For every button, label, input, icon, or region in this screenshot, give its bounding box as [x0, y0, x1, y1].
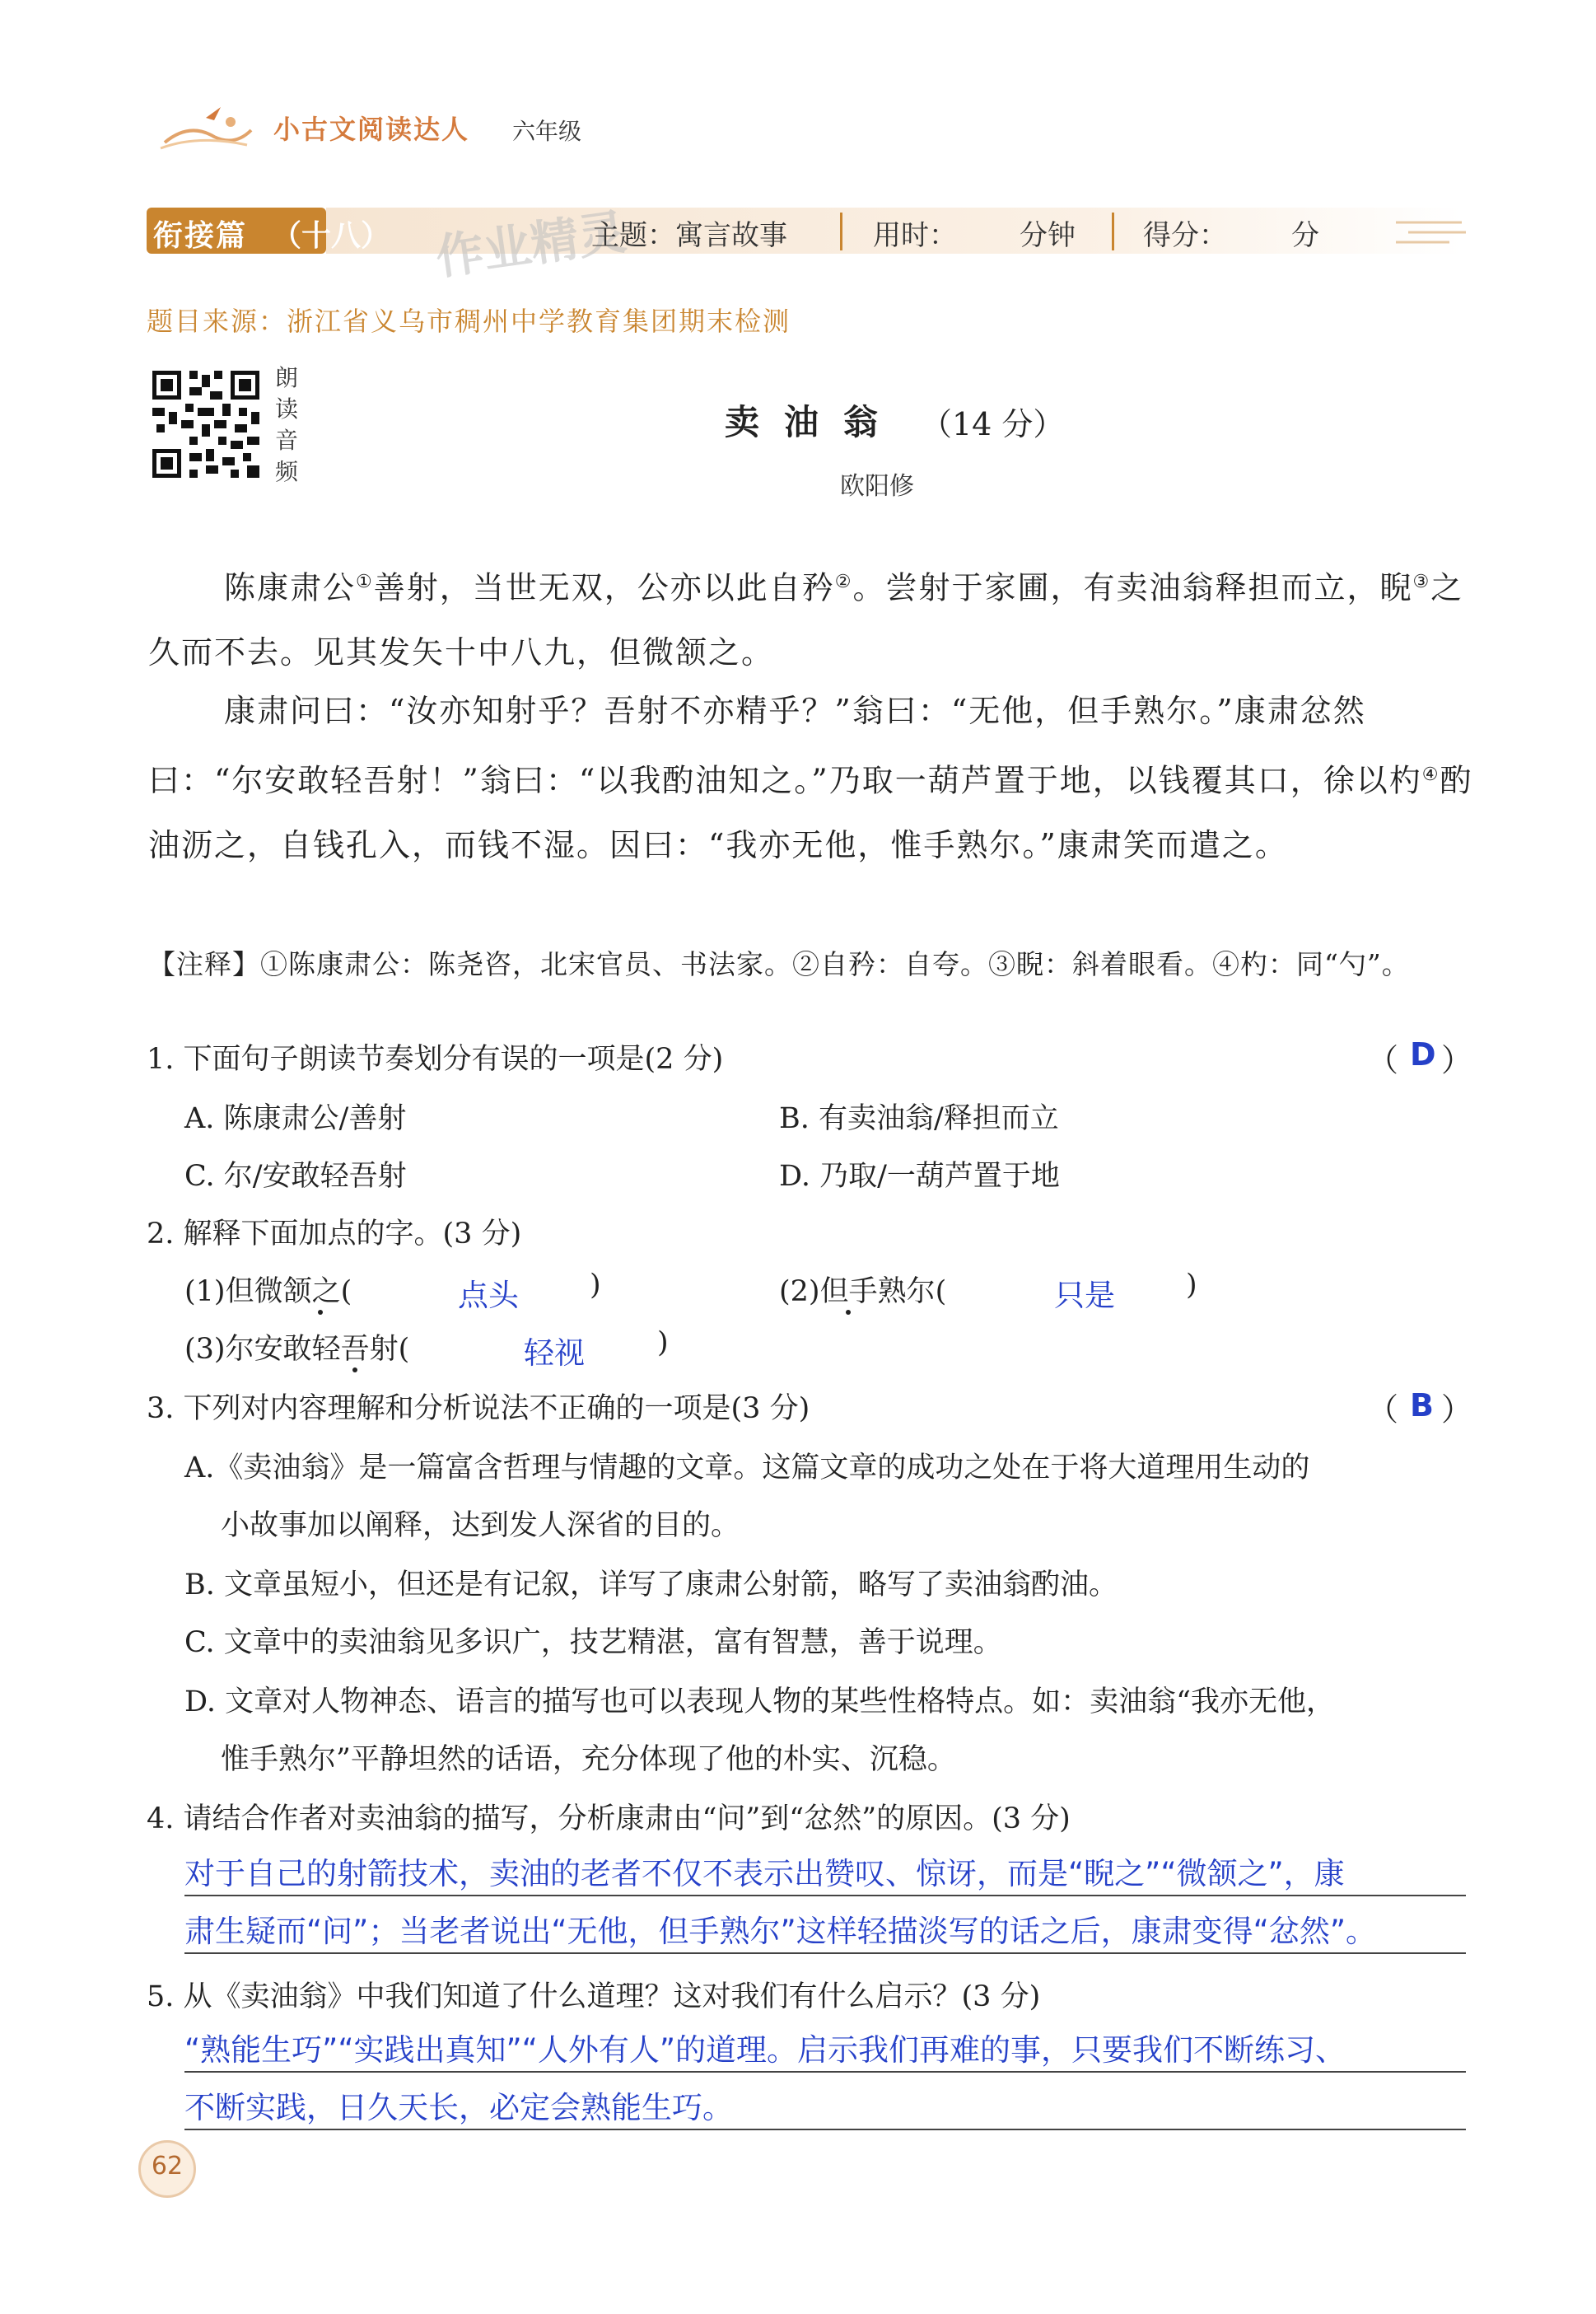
q5-stem: 5. 从《卖油翁》中我们知道了什么道理？这对我们有什么启示？(3 分)	[147, 1980, 1041, 2013]
q2-close-2: )	[1186, 1269, 1197, 1302]
q3-option-a-line2: 小故事加以阐释，达到发人深省的目的。	[221, 1509, 740, 1542]
q2-stem: 2. 解释下面加点的字。(3 分)	[147, 1218, 522, 1250]
q5-answer-line-1[interactable]: “熟能生巧”“实践出真知”“人外有人”的道理。启示我们再难的事，只要我们不断练习、	[184, 2032, 1346, 2068]
answer-underline	[184, 1952, 1466, 1954]
q1-paren-close: ）	[1441, 1042, 1473, 1078]
emphasis-dot	[318, 1310, 323, 1315]
q4-answer-line-2[interactable]: 肃生疑而“问”；当老者说出“无他，但手熟尔”这样轻描淡写的话之后，康肃变得“忿然”。	[184, 1914, 1377, 1949]
q3-stem: 3. 下列对内容理解和分析说法不正确的一项是(3 分)	[147, 1392, 810, 1425]
q3-option-b: B. 文章虽短小，但还是有记叙，详写了康肃公射箭，略写了卖油翁酌油。	[184, 1568, 1118, 1601]
decorative-lines-icon	[1392, 216, 1466, 249]
q4-answer-line-1[interactable]: 对于自己的射箭技术，卖油的老者不仅不表示出赞叹、惊讶，而是“睨之”“微颔之”，康	[184, 1856, 1345, 1891]
watermark: 作业精灵	[432, 203, 630, 286]
section-theme: 主题：寓言故事	[591, 219, 787, 252]
q3-paren-open: （	[1367, 1391, 1399, 1428]
grade-label: 六年级	[512, 118, 582, 145]
book-logo-icon	[156, 97, 255, 155]
q1-option-a: A. 陈康肃公/善射	[184, 1102, 407, 1135]
score-unit: 分	[1291, 219, 1319, 252]
q5-answer-line-2[interactable]: 不断实践，日久天长，必定会熟能生巧。	[184, 2090, 733, 2125]
q3-answer[interactable]: B	[1410, 1387, 1434, 1423]
qr-code-icon[interactable]	[148, 367, 264, 482]
divider	[1112, 213, 1114, 250]
passage-author: 欧阳修	[840, 472, 914, 501]
q3-option-d-line2: 惟手熟尔”平静坦然的话语，充分体现了他的朴实、沉稳。	[221, 1743, 956, 1776]
question-source: 题目来源：浙江省义乌市稠州中学教育集团期末检测	[147, 306, 791, 337]
q1-option-c: C. 尔/安敢轻吾射	[184, 1160, 407, 1193]
passage-title: 卖油翁	[725, 402, 903, 442]
page-number: 62	[151, 2152, 184, 2181]
divider	[840, 213, 842, 250]
q1-paren-open: （	[1367, 1042, 1399, 1078]
annotation-note: 【注释】①陈康肃公：陈尧咨，北宋官员、书法家。②自矜：自夸。③睨：斜着眼看。④杓：同“勺”。	[148, 948, 1410, 980]
q3-option-d-line1: D. 文章对人物神态、语言的描写也可以表现人物的某些性格特点。如：卖油翁“我亦无他，	[184, 1685, 1335, 1718]
q2-close-1: )	[590, 1269, 601, 1302]
q2-answer-1[interactable]: 点头	[458, 1278, 519, 1313]
q1-option-d: D. 乃取/一葫芦置于地	[779, 1160, 1060, 1193]
audio-label: 朗读音频	[275, 364, 299, 485]
q2-item-3: (3)尔安敢轻吾射(	[184, 1333, 410, 1366]
section-name: 衔接篇	[153, 218, 248, 253]
q2-close-3: )	[657, 1326, 669, 1359]
score-label: 得分：	[1143, 219, 1227, 252]
q1-stem: 1. 下面句子朗读节奏划分有误的一项是(2 分)	[147, 1043, 724, 1076]
passage-paragraph-1: 陈康肃公①善射，当世无双，公亦以此自矜②。尝射于家圃，有卖油翁释担而立，睨③之久而不去。见其发矢十中八九，但微颔之。	[148, 569, 1464, 671]
section-number: （十八）	[272, 218, 391, 253]
answer-underline	[184, 2129, 1466, 2130]
q2-item-2: (2)但手熟尔(	[779, 1275, 947, 1308]
passage-score: （14 分）	[921, 406, 1065, 442]
emphasis-dot	[846, 1310, 851, 1315]
q3-option-a-line1: A.《卖油翁》是一篇富含哲理与情趣的文章。这篇文章的成功之处在于将大道理用生动的	[184, 1452, 1310, 1484]
q3-option-c: C. 文章中的卖油翁见多识广，技艺精湛，富有智慧，善于说理。	[184, 1626, 1002, 1659]
q1-answer[interactable]: D	[1410, 1036, 1436, 1073]
time-label: 用时：	[873, 219, 957, 252]
book-title: 小古文阅读达人	[273, 114, 470, 145]
q4-stem: 4. 请结合作者对卖油翁的描写，分析康肃由“问”到“忿然”的原因。(3 分)	[147, 1802, 1071, 1835]
q2-item-1: (1)但微颔之(	[184, 1275, 352, 1308]
q1-option-b: B. 有卖油翁/释担而立	[779, 1102, 1059, 1135]
emphasis-dot	[352, 1367, 357, 1372]
q3-paren-close: ）	[1441, 1391, 1473, 1428]
answer-underline	[184, 1895, 1466, 1896]
time-unit: 分钟	[1020, 219, 1076, 252]
q2-answer-3[interactable]: 轻视	[524, 1335, 585, 1371]
passage-paragraph-2: 康肃问曰：“汝亦知射乎？吾射不亦精乎？”翁曰：“无他，但手熟尔。”康肃忿然曰：“尔安敢轻吾射！”翁曰：“以我酌油知之。”乃取一葫芦置于地，以钱覆其口，徐以杓④酌油沥之，自钱孔入，而钱不湿。因曰：“我亦无他，惟手熟尔。”康肃笑而遣之。	[148, 693, 1473, 863]
q2-answer-2[interactable]: 只是	[1054, 1278, 1115, 1313]
answer-underline	[184, 2071, 1466, 2073]
